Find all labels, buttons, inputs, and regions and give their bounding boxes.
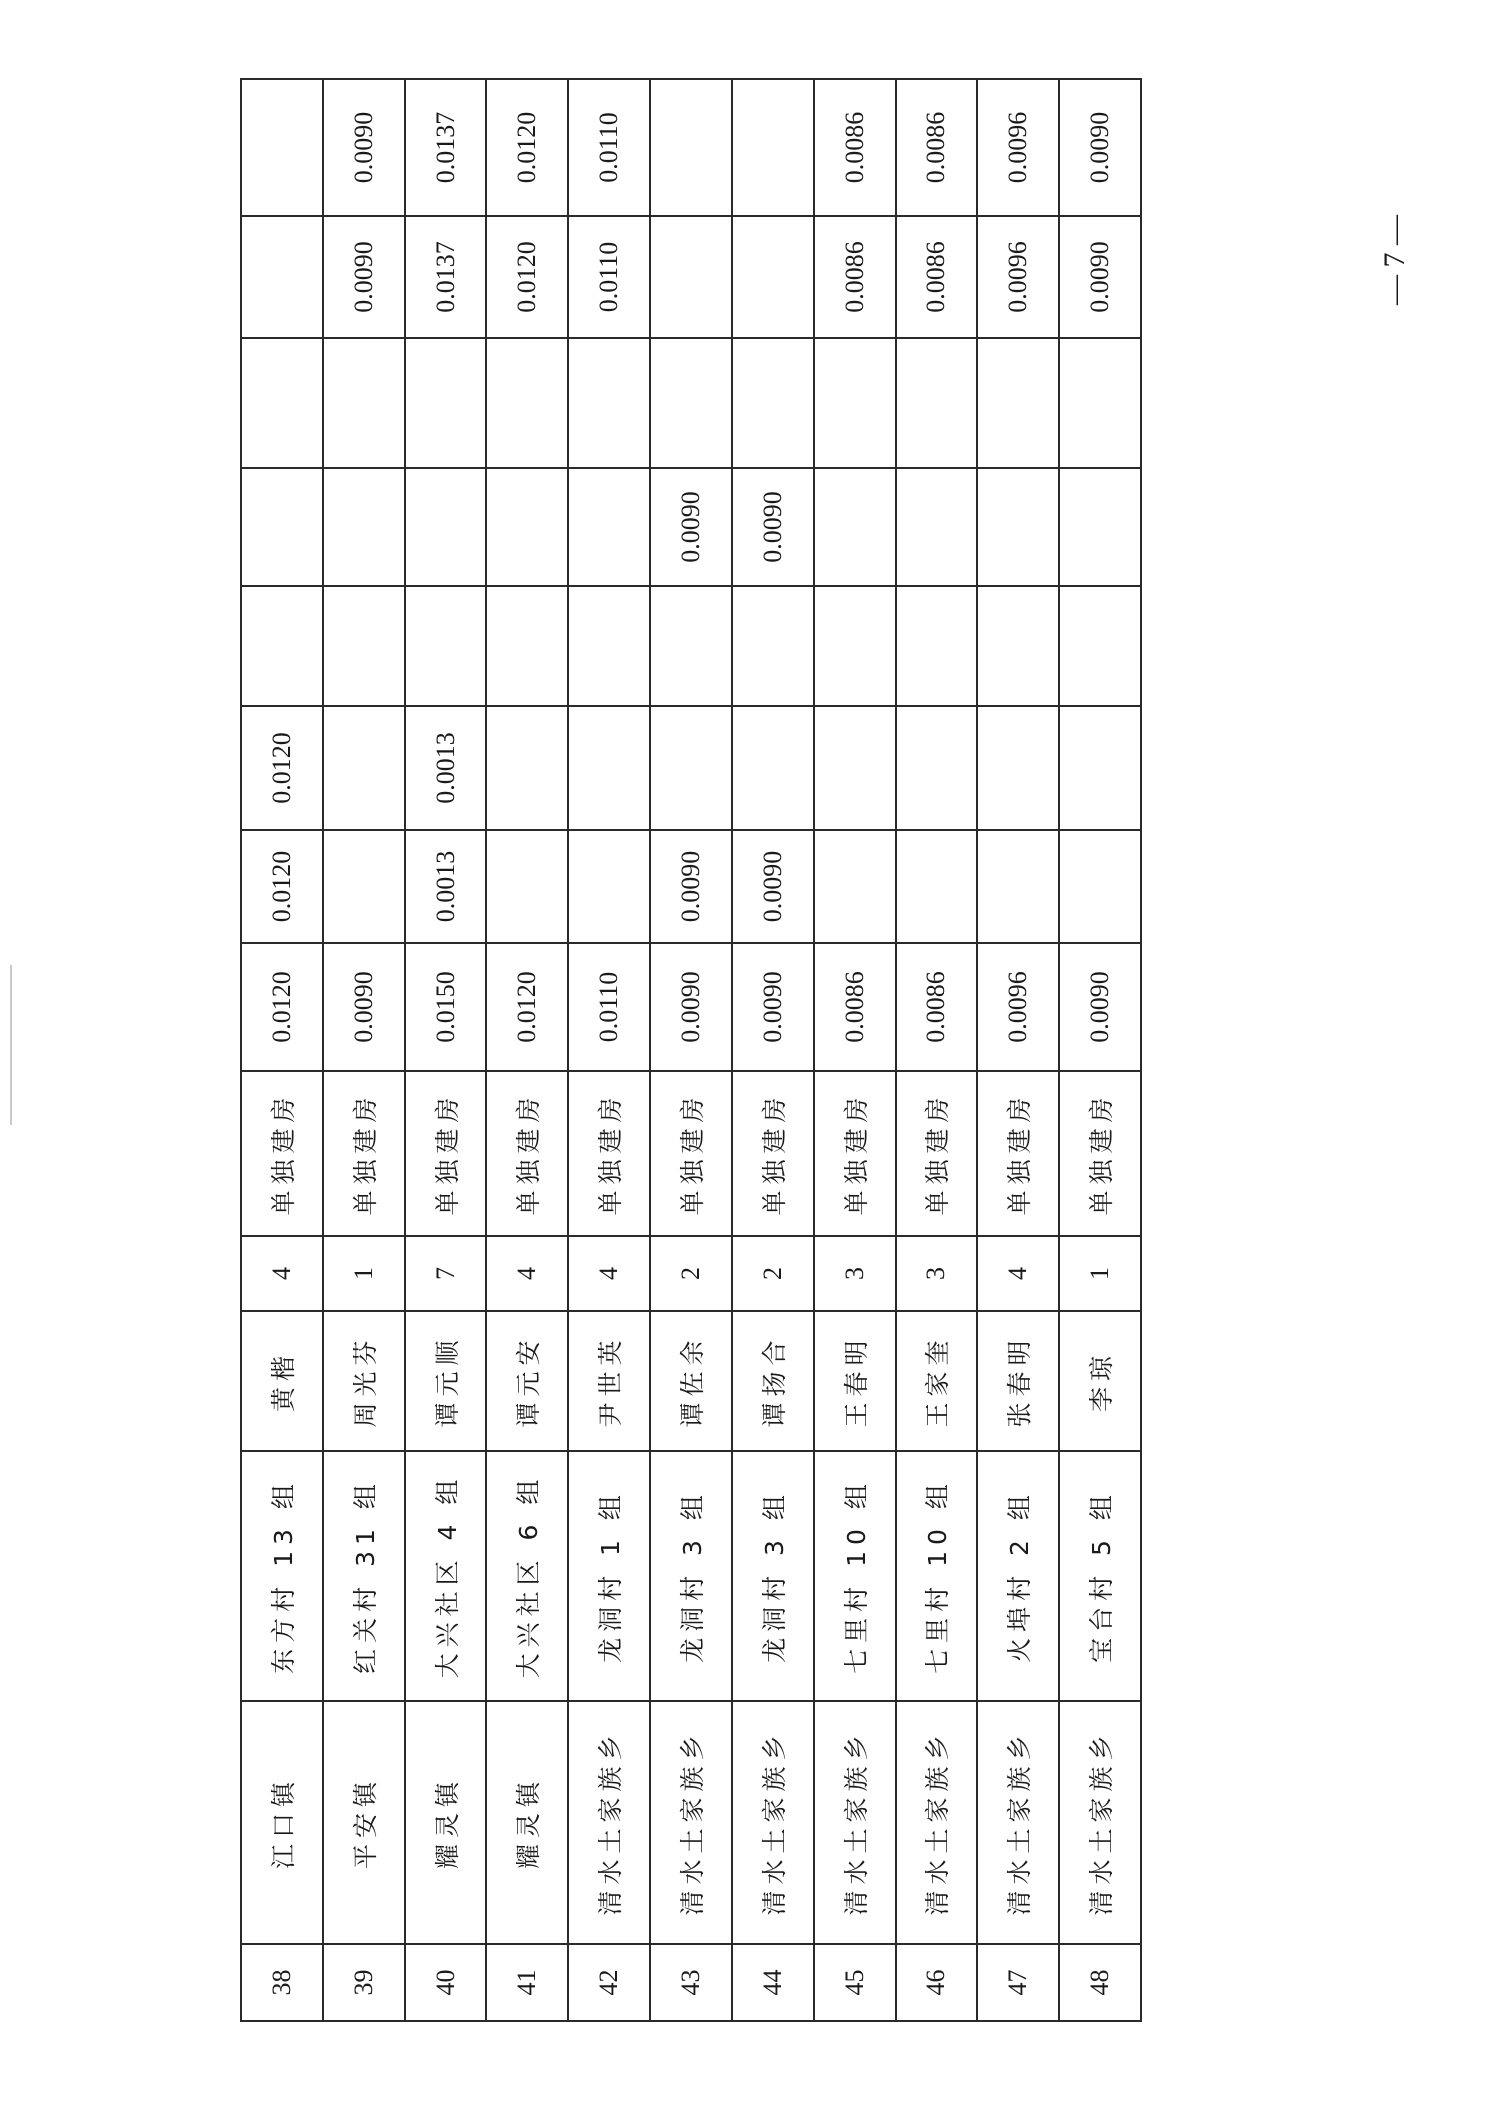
cell-village-group: 大兴社区 6 组 xyxy=(486,1451,568,1701)
cell-area-col10 xyxy=(732,586,814,706)
cell-area-col10 xyxy=(1059,586,1141,706)
cell-area-total: 0.0120 xyxy=(486,943,568,1071)
cell-area-col13: 0.0086 xyxy=(814,216,896,338)
cell-area-col9 xyxy=(650,706,732,830)
cell-area-col14: 0.0086 xyxy=(896,79,978,216)
cell-area-col14 xyxy=(732,79,814,216)
cell-area-total: 0.0086 xyxy=(896,943,978,1071)
cell-area-col10 xyxy=(814,586,896,706)
cell-row-number: 45 xyxy=(814,1944,896,2021)
cell-area-col8 xyxy=(896,830,978,943)
page-number: — 7 — xyxy=(1378,215,1411,305)
table-row xyxy=(1059,79,1141,2021)
cell-township: 江口镇 xyxy=(241,1701,323,1944)
cell-area-col13: 0.0090 xyxy=(323,216,405,338)
cell-area-total: 0.0110 xyxy=(568,943,650,1071)
cell-area-col10 xyxy=(650,586,732,706)
cell-area-col12 xyxy=(650,338,732,468)
cell-area-col9: 0.0120 xyxy=(241,706,323,830)
cell-applicant-name: 周光芬 xyxy=(323,1311,405,1451)
table-body xyxy=(241,79,1141,2021)
cell-area-col11 xyxy=(405,468,487,586)
cell-area-col14: 0.0090 xyxy=(323,79,405,216)
cell-area-col8: 0.0013 xyxy=(405,830,487,943)
cell-area-col9 xyxy=(486,706,568,830)
cell-area-col12 xyxy=(486,338,568,468)
cell-applicant-name: 王春明 xyxy=(814,1311,896,1451)
cell-applicant-name: 李琼 xyxy=(1059,1311,1141,1451)
cell-applicant-name: 尹世英 xyxy=(568,1311,650,1451)
cell-applicant-name: 黄楷 xyxy=(241,1311,323,1451)
cell-household-count: 3 xyxy=(896,1236,978,1311)
table-row xyxy=(241,79,323,2021)
cell-area-col10 xyxy=(896,586,978,706)
cell-area-col8: 0.0090 xyxy=(650,830,732,943)
cell-area-col13 xyxy=(732,216,814,338)
cell-area-col8: 0.0090 xyxy=(732,830,814,943)
cell-area-col10 xyxy=(241,586,323,706)
cell-construction-type: 单独建房 xyxy=(241,1071,323,1236)
cell-area-col9 xyxy=(568,706,650,830)
table-row xyxy=(486,79,568,2021)
table-row xyxy=(568,79,650,2021)
cell-applicant-name: 谭元安 xyxy=(486,1311,568,1451)
cell-row-number: 44 xyxy=(732,1944,814,2021)
cell-village-group: 宝台村 5 组 xyxy=(1059,1451,1141,1701)
cell-area-col11 xyxy=(1059,468,1141,586)
cell-construction-type: 单独建房 xyxy=(486,1071,568,1236)
cell-area-col13: 0.0137 xyxy=(405,216,487,338)
cell-area-col9 xyxy=(323,706,405,830)
cell-area-col9: 0.0013 xyxy=(405,706,487,830)
cell-applicant-name: 张春明 xyxy=(977,1311,1059,1451)
cell-area-col14: 0.0120 xyxy=(486,79,568,216)
cell-village-group: 龙洞村 3 组 xyxy=(650,1451,732,1701)
cell-area-col8: 0.0120 xyxy=(241,830,323,943)
cell-area-col14: 0.0090 xyxy=(1059,79,1141,216)
cell-construction-type: 单独建房 xyxy=(405,1071,487,1236)
table-row xyxy=(732,79,814,2021)
table-row xyxy=(896,79,978,2021)
cell-construction-type: 单独建房 xyxy=(323,1071,405,1236)
cell-area-col13: 0.0096 xyxy=(977,216,1059,338)
cell-construction-type: 单独建房 xyxy=(896,1071,978,1236)
cell-area-col9 xyxy=(896,706,978,830)
cell-area-col11 xyxy=(486,468,568,586)
cell-area-col12 xyxy=(568,338,650,468)
cell-area-col12 xyxy=(405,338,487,468)
cell-area-col10 xyxy=(323,586,405,706)
cell-village-group: 火埠村 2 组 xyxy=(977,1451,1059,1701)
cell-area-col9 xyxy=(732,706,814,830)
cell-area-total: 0.0090 xyxy=(732,943,814,1071)
cell-row-number: 47 xyxy=(977,1944,1059,2021)
cell-township: 清水土家族乡 xyxy=(732,1701,814,1944)
cell-area-col12 xyxy=(732,338,814,468)
cell-household-count: 2 xyxy=(732,1236,814,1311)
cell-area-col12 xyxy=(896,338,978,468)
cell-area-col12 xyxy=(814,338,896,468)
cell-township: 清水土家族乡 xyxy=(814,1701,896,1944)
cell-area-col10 xyxy=(568,586,650,706)
cell-household-count: 4 xyxy=(241,1236,323,1311)
cell-household-count: 1 xyxy=(323,1236,405,1311)
cell-area-total: 0.0096 xyxy=(977,943,1059,1071)
cell-township: 耀灵镇 xyxy=(405,1701,487,1944)
cell-area-col13: 0.0086 xyxy=(896,216,978,338)
table-row xyxy=(814,79,896,2021)
cell-household-count: 1 xyxy=(1059,1236,1141,1311)
cell-applicant-name: 谭佐余 xyxy=(650,1311,732,1451)
cell-area-col14 xyxy=(241,79,323,216)
cell-area-col12 xyxy=(241,338,323,468)
cell-township: 清水土家族乡 xyxy=(977,1701,1059,1944)
cell-construction-type: 单独建房 xyxy=(732,1071,814,1236)
cell-household-count: 2 xyxy=(650,1236,732,1311)
cell-area-col8 xyxy=(568,830,650,943)
cell-area-col9 xyxy=(1059,706,1141,830)
cell-area-col8 xyxy=(486,830,568,943)
cell-area-total: 0.0086 xyxy=(814,943,896,1071)
cell-household-count: 4 xyxy=(568,1236,650,1311)
cell-area-total: 0.0090 xyxy=(1059,943,1141,1071)
cell-area-col11: 0.0090 xyxy=(732,468,814,586)
cell-area-col13 xyxy=(650,216,732,338)
cell-row-number: 43 xyxy=(650,1944,732,2021)
cell-township: 清水土家族乡 xyxy=(650,1701,732,1944)
cell-area-col11 xyxy=(896,468,978,586)
cell-township: 清水土家族乡 xyxy=(1059,1701,1141,1944)
cell-area-col10 xyxy=(977,586,1059,706)
cell-area-col8 xyxy=(977,830,1059,943)
scan-artifact xyxy=(10,965,12,1125)
cell-village-group: 龙洞村 1 组 xyxy=(568,1451,650,1701)
cell-row-number: 42 xyxy=(568,1944,650,2021)
cell-township: 清水土家族乡 xyxy=(568,1701,650,1944)
cell-area-col11 xyxy=(814,468,896,586)
land-use-table xyxy=(240,78,1142,2022)
cell-area-col13: 0.0090 xyxy=(1059,216,1141,338)
cell-row-number: 48 xyxy=(1059,1944,1141,2021)
cell-village-group: 大兴社区 4 组 xyxy=(405,1451,487,1701)
cell-area-col14: 0.0137 xyxy=(405,79,487,216)
cell-village-group: 七里村 10 组 xyxy=(896,1451,978,1701)
cell-township: 耀灵镇 xyxy=(486,1701,568,1944)
cell-construction-type: 单独建房 xyxy=(814,1071,896,1236)
cell-area-col11 xyxy=(241,468,323,586)
cell-area-col14 xyxy=(650,79,732,216)
cell-area-total: 0.0090 xyxy=(323,943,405,1071)
cell-applicant-name: 王家奎 xyxy=(896,1311,978,1451)
cell-area-col12 xyxy=(323,338,405,468)
cell-household-count: 7 xyxy=(405,1236,487,1311)
cell-township: 清水土家族乡 xyxy=(896,1701,978,1944)
cell-area-col13: 0.0110 xyxy=(568,216,650,338)
cell-area-col12 xyxy=(977,338,1059,468)
cell-row-number: 46 xyxy=(896,1944,978,2021)
cell-construction-type: 单独建房 xyxy=(1059,1071,1141,1236)
cell-area-col10 xyxy=(405,586,487,706)
cell-area-col11 xyxy=(323,468,405,586)
cell-area-col8 xyxy=(1059,830,1141,943)
cell-area-col8 xyxy=(814,830,896,943)
cell-area-col11 xyxy=(568,468,650,586)
cell-area-col14: 0.0086 xyxy=(814,79,896,216)
table-row xyxy=(650,79,732,2021)
cell-area-total: 0.0090 xyxy=(650,943,732,1071)
cell-area-col9 xyxy=(814,706,896,830)
cell-construction-type: 单独建房 xyxy=(650,1071,732,1236)
cell-village-group: 七里村 10 组 xyxy=(814,1451,896,1701)
cell-row-number: 39 xyxy=(323,1944,405,2021)
cell-area-col13 xyxy=(241,216,323,338)
cell-construction-type: 单独建房 xyxy=(977,1071,1059,1236)
cell-row-number: 41 xyxy=(486,1944,568,2021)
cell-household-count: 4 xyxy=(486,1236,568,1311)
cell-area-col14: 0.0096 xyxy=(977,79,1059,216)
cell-area-col11: 0.0090 xyxy=(650,468,732,586)
cell-township: 平安镇 xyxy=(323,1701,405,1944)
cell-area-col12 xyxy=(1059,338,1141,468)
table-row xyxy=(977,79,1059,2021)
cell-village-group: 龙洞村 3 组 xyxy=(732,1451,814,1701)
cell-area-col10 xyxy=(486,586,568,706)
table-row xyxy=(405,79,487,2021)
cell-household-count: 4 xyxy=(977,1236,1059,1311)
rotated-table-container xyxy=(240,80,1142,2022)
cell-area-total: 0.0120 xyxy=(241,943,323,1071)
cell-area-col14: 0.0110 xyxy=(568,79,650,216)
cell-row-number: 38 xyxy=(241,1944,323,2021)
cell-area-col8 xyxy=(323,830,405,943)
cell-area-col9 xyxy=(977,706,1059,830)
table-row xyxy=(323,79,405,2021)
cell-area-col13: 0.0120 xyxy=(486,216,568,338)
cell-construction-type: 单独建房 xyxy=(568,1071,650,1236)
cell-household-count: 3 xyxy=(814,1236,896,1311)
cell-applicant-name: 谭扬合 xyxy=(732,1311,814,1451)
cell-row-number: 40 xyxy=(405,1944,487,2021)
cell-village-group: 红关村 31 组 xyxy=(323,1451,405,1701)
cell-village-group: 东方村 13 组 xyxy=(241,1451,323,1701)
cell-area-col11 xyxy=(977,468,1059,586)
cell-applicant-name: 谭元顺 xyxy=(405,1311,487,1451)
cell-area-total: 0.0150 xyxy=(405,943,487,1071)
